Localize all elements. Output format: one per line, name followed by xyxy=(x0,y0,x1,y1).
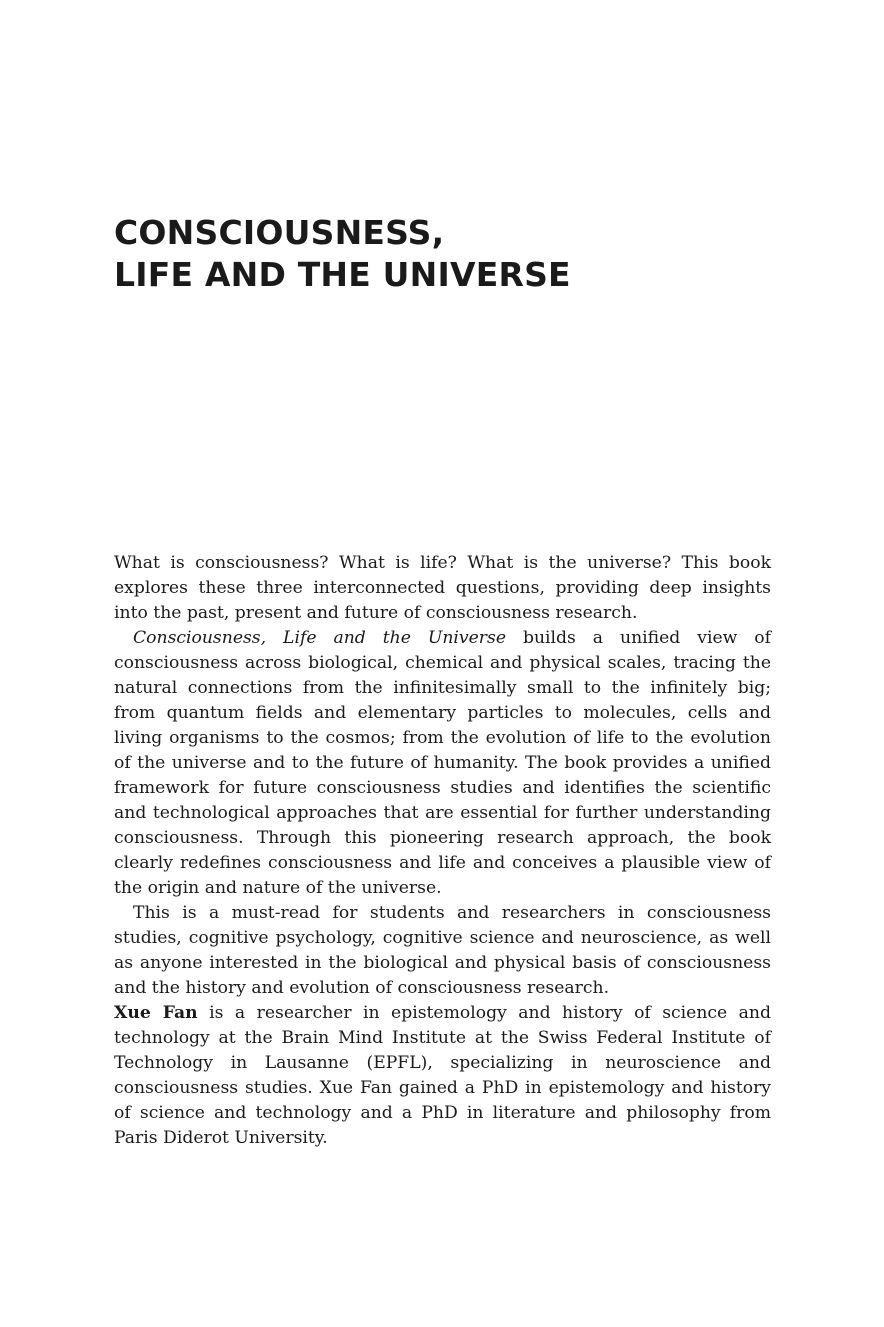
author-name: Xue Fan xyxy=(114,1003,198,1023)
book-title-line-1: CONSCIOUSNESS, xyxy=(114,213,445,252)
book-title xyxy=(114,212,774,296)
author-bio xyxy=(114,1001,771,1151)
book-title-italic: Consciousness, Life and the Universe xyxy=(133,628,506,648)
book-title-line-2: LIFE AND THE UNIVERSE xyxy=(114,255,571,294)
description-paragraph-2 xyxy=(114,626,771,901)
book-description xyxy=(114,551,771,1001)
author-bio-text: is a researcher in epistemology and history of science and technology at the Brain Mind Institute at the Swiss Federal Institute of Technology in Lausanne (EPFL), specializing in neuroscience and consciousness studies. Xue Fan gained a PhD in epistemology and history of science and technology and a PhD in literature and philosophy from Paris Diderot University. xyxy=(114,1003,772,1148)
description-paragraph-1: What is consciousness? What is life? What is the universe? This book explores these three interconnected questions, providing deep insights into the past, present and future of consciousness research. xyxy=(114,553,771,623)
description-paragraph-2-text: builds a unified view of consciousness across biological, chemical and physical scales, tracing the natural connections from the infinitesimally small to the infinitely big; from quantum fields and elementary particles to molecules, cells and living organisms to the cosmos; from the evolution of life to the evolution of the universe and to the future of humanity. The book provides a unified framework for future consciousness studies and identifies the scientific and technological approaches that are essential for further understanding consciousness. Through this pioneering research approach, the book clearly redefines consciousness and life and conceives a plausible view of the origin and nature of the universe. xyxy=(114,628,772,898)
description-paragraph-3: This is a must-read for students and researchers in consciousness studies, cognitive psychology, cognitive science and neuroscience, as well as anyone interested in the biological and physical basis of consciousness and the history and evolution of consciousness research. xyxy=(114,903,771,998)
